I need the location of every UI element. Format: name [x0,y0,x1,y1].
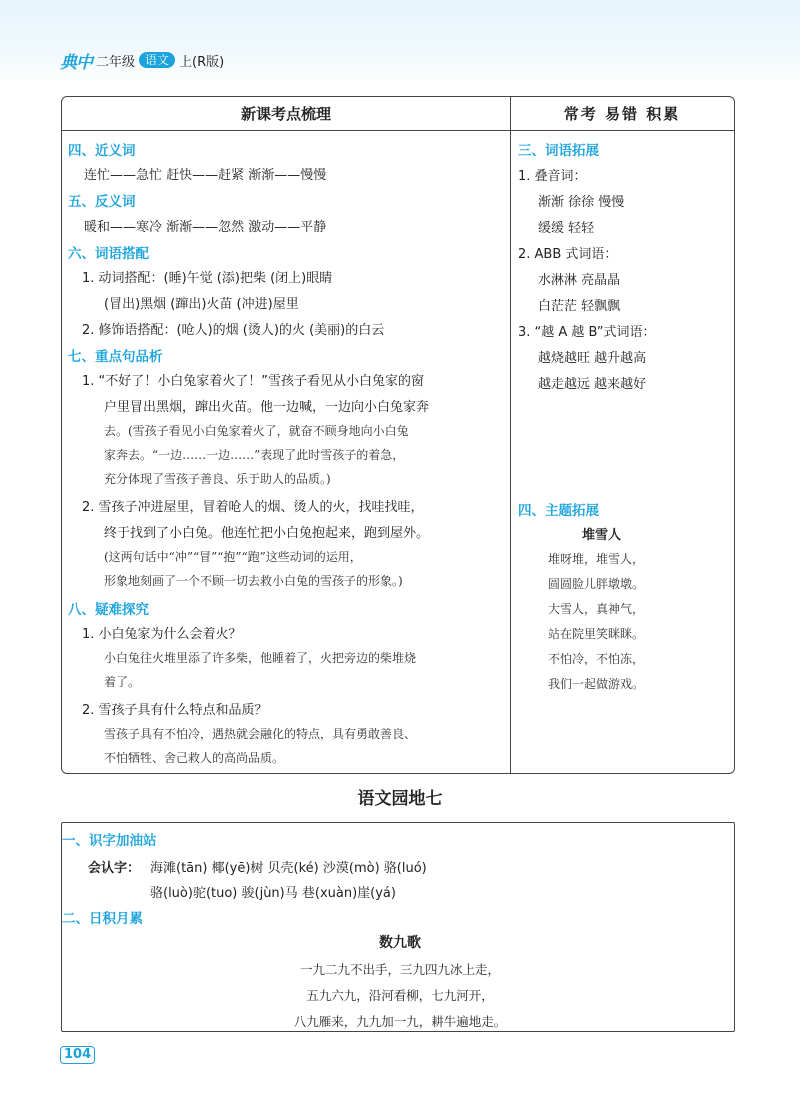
section-literacy-heading: 一、识字加油站 [62,833,157,849]
right-column-title: 常考 易错 积累 [510,97,734,131]
recognize-row-1: 海滩(tān) 椰(yē)树 贝壳(ké) 沙漠(mò) 骆(luó) [150,861,427,876]
poem-line-1: 堆呀堆，堆雪人， [548,552,645,566]
grade-label: 二年级 [96,54,136,70]
sentence-2-note-1: (这两句话中“冲”“冒”“抱”“跑”这些动词的运用， [104,550,362,564]
section-antonyms-heading: 五、反义词 [68,194,136,210]
answer-2-line-1: 雪孩子具有不怕冷，遇热就会融化的特点，具有勇敢善良、 [104,727,417,741]
word-ext-line-1: 1. 叠音词： [518,169,587,184]
section-daily-heading: 二、日积月累 [62,911,143,927]
word-ext-line-3: 缓缓 轻轻 [538,221,595,236]
counting-nines-line-1: 一九二九不出手，三九四九冰上走， [299,962,500,977]
section-difficult-heading: 八、疑难探究 [68,602,149,618]
header-band [0,0,800,84]
subject-badge: 语文 [139,52,175,68]
section-theme-heading: 四、主题拓展 [518,503,599,519]
brand-logo: 典中 [60,52,92,73]
question-1: 1. 小白兔家为什么会着火？ [82,627,242,642]
sentence-2-note-2: 形象地刻画了一个不顾一切去救小白兔的雪孩子的形象。) [104,574,403,588]
question-2: 2. 雪孩子具有什么特点和品质？ [82,703,268,718]
book-header [60,50,225,73]
sentence-1-note-3: 充分体现了雪孩子善良、乐于助人的品质。) [104,472,331,486]
sentence-1-line-1: 1. “不好了！小白兔家着火了！”雪孩子看见从小白兔家的窗 [82,374,425,389]
word-ext-line-4: 2. ABB 式词语： [518,247,618,262]
sentence-1-note-2: 家奔去。“一边……一边……”表现了此时雪孩子的着急， [104,448,405,462]
section-synonyms-heading: 四、近义词 [68,143,136,159]
word-ext-line-2: 渐渐 徐徐 慢慢 [538,195,625,210]
volume-label: 上(R版) [179,54,225,70]
word-ext-line-5: 水淋淋 亮晶晶 [538,273,621,288]
answer-2-line-2: 不怕牺牲、舍己救人的高尚品质。 [104,751,285,765]
word-ext-line-6: 白茫茫 轻飘飘 [538,299,621,314]
garden-title: 语文园地七 [357,789,443,809]
column-divider [510,97,511,773]
poem-title: 堆雪人 [582,528,622,543]
word-ext-line-7: 3. “越 A 越 B”式词语： [518,325,656,340]
counting-nines-line-2: 五九六九，沿河看柳，七九河开， [306,988,494,1003]
poem-line-6: 我们一起做游戏。 [548,677,645,691]
section-collocation-heading: 六、词语搭配 [68,246,149,262]
page-number: 104 [60,1046,95,1064]
review-panel [61,96,735,774]
counting-nines-title: 数九歌 [379,935,421,951]
answer-1-line-2: 着了。 [104,675,141,689]
section-key-sentences-heading: 七、重点句品析 [68,349,163,365]
antonyms-line: 暖和——寒冷 渐渐——忽然 激动——平静 [84,220,327,235]
synonyms-line: 连忙——急忙 赶快——赶紧 渐渐——慢慢 [84,168,327,183]
poem-line-5: 不怕冷，不怕冻， [548,652,645,666]
poem-line-2: 圆圆脸儿胖墩墩。 [548,577,645,591]
counting-nines-line-3: 八九雁来，九九加一九，耕牛遍地走。 [293,1014,507,1029]
sentence-1-note-1: 去。(雪孩子看见小白兔家着火了，就奋不顾身地向小白兔 [104,424,409,438]
poem-line-4: 站在院里笑眯眯。 [548,627,645,641]
answer-1-line-1: 小白兔往火堆里添了许多柴，他睡着了，火把旁边的柴堆烧 [104,651,417,665]
word-ext-line-9: 越走越远 越来越好 [538,377,647,392]
collocation-line-1: 1. 动词搭配：(睡)午觉 (添)把柴 (闭上)眼睛 [82,271,333,286]
collocation-line-3: 2. 修饰语搭配：(呛人)的烟 (烫人)的火 (美丽)的白云 [82,323,385,338]
sentence-2-line-1: 2. 雪孩子冲进屋里，冒着呛人的烟、烫人的火，找哇找哇， [82,500,424,515]
sentence-1-line-2: 户里冒出黑烟，蹿出火苗。他一边喊，一边向小白兔家奔 [104,400,430,415]
recognize-row-2: 骆(luò)驼(tuo) 骏(jùn)马 巷(xuàn)崖(yá) [150,886,396,901]
poem-line-3: 大雪人，真神气， [548,602,645,616]
sentence-2-line-2: 终于找到了小白兔。他连忙把小白兔抱起来，跑到屋外。 [104,526,430,541]
section-word-extension-heading: 三、词语拓展 [518,143,599,159]
word-ext-line-8: 越烧越旺 越升越高 [538,351,647,366]
collocation-line-2: (冒出)黑烟 (蹿出)火苗 (冲进)屋里 [104,297,299,312]
left-column-title: 新课考点梳理 [62,97,510,131]
recognize-label: 会认字： [88,861,141,876]
